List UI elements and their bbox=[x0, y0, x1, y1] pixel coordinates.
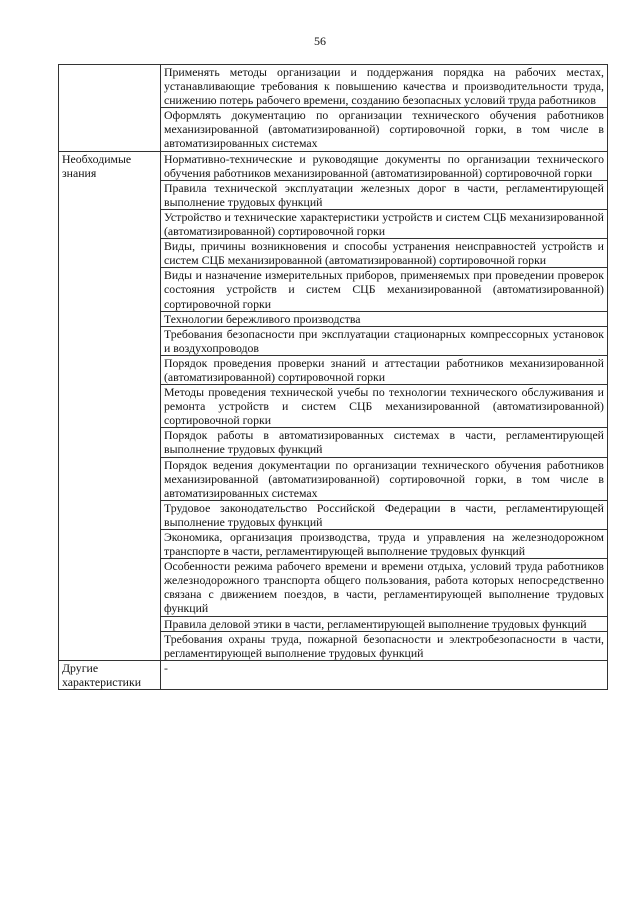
requirement-text: Правила технической эксплуатации железных дорог в части, регламентирующей выполнение трудовых функций bbox=[161, 180, 608, 209]
requirement-text: Экономика, организация производства, труда и управления на железнодорожном транспорте в части, регламентирующей выполнение трудовых функций bbox=[161, 530, 608, 559]
table-row bbox=[59, 65, 608, 108]
table-row bbox=[59, 660, 608, 689]
requirement-text: Виды и назначение измерительных приборов, применяемых при проведении проверок состояния устройств и систем СЦБ механизированной (автоматизированной) сортировочной горки bbox=[161, 268, 608, 311]
requirement-text: Требования охраны труда, пожарной безопасности и электробезопасности в части, регламентирующей выполнение трудовых функций bbox=[161, 631, 608, 660]
requirement-text: Применять методы организации и поддержания порядка на рабочих местах, устанавливающие требования к повышению качества и производительности труда, снижению потерь рабочего времени, созданию безопасных условий труда работников bbox=[161, 65, 608, 108]
requirement-text: Требования безопасности при эксплуатации стационарных компрессорных установок и воздухопроводов bbox=[161, 326, 608, 355]
requirement-text: Порядок ведения документации по организации технического обучения работников механизированной (автоматизированной) сортировочной горки, в том числе в автоматизированных системах bbox=[161, 457, 608, 500]
requirement-text: Оформлять документацию по организации технического обучения работников механизированной (автоматизированной) сортировочной горки, в том числе в автоматизированных системах bbox=[161, 108, 608, 151]
requirement-text: Виды, причины возникновения и способы устранения неисправностей устройств и систем СЦБ механизированной (автоматизированной) сортировочной горки bbox=[161, 239, 608, 268]
requirement-text: Нормативно-технические и руководящие документы по организации технического обучения работников механизированной (автоматизированной) сортировочной горки bbox=[161, 151, 608, 180]
section-label: Необходимые знания bbox=[59, 151, 161, 660]
requirement-text: Правила деловой этики в части, регламентирующей выполнение трудовых функций bbox=[161, 616, 608, 631]
requirement-text: Особенности режима рабочего времени и времени отдыха, условий труда работников железнодорожного транспорта общего пользования, работа которых непосредственно связана с движением поездов, в части, регламентирующей выполнение трудовых функций bbox=[161, 559, 608, 616]
section-label bbox=[59, 65, 161, 152]
requirement-text: Порядок проведения проверки знаний и аттестации работников механизированной (автоматизированной) сортировочной горки bbox=[161, 355, 608, 384]
page-number: 56 bbox=[314, 34, 326, 48]
requirement-text: Устройство и технические характеристики устройств и систем СЦБ механизированной (автоматизированной) сортировочной горки bbox=[161, 209, 608, 238]
table-body bbox=[59, 65, 608, 690]
requirement-text: Трудовое законодательство Российской Федерации в части, регламентирующей выполнение трудовых функций bbox=[161, 500, 608, 529]
requirement-text: Методы проведения технической учебы по технологии технического обслуживания и ремонта устройств и систем СЦБ механизированной (автоматизированной) сортировочной горки bbox=[161, 385, 608, 428]
requirements-table bbox=[58, 64, 608, 690]
requirement-text: Порядок работы в автоматизированных системах в части, регламентирующей выполнение трудовых функций bbox=[161, 428, 608, 457]
requirement-text: Технологии бережливого производства bbox=[161, 311, 608, 326]
requirement-text: - bbox=[161, 660, 608, 689]
table-row bbox=[59, 151, 608, 180]
section-label: Другие характеристики bbox=[59, 660, 161, 689]
